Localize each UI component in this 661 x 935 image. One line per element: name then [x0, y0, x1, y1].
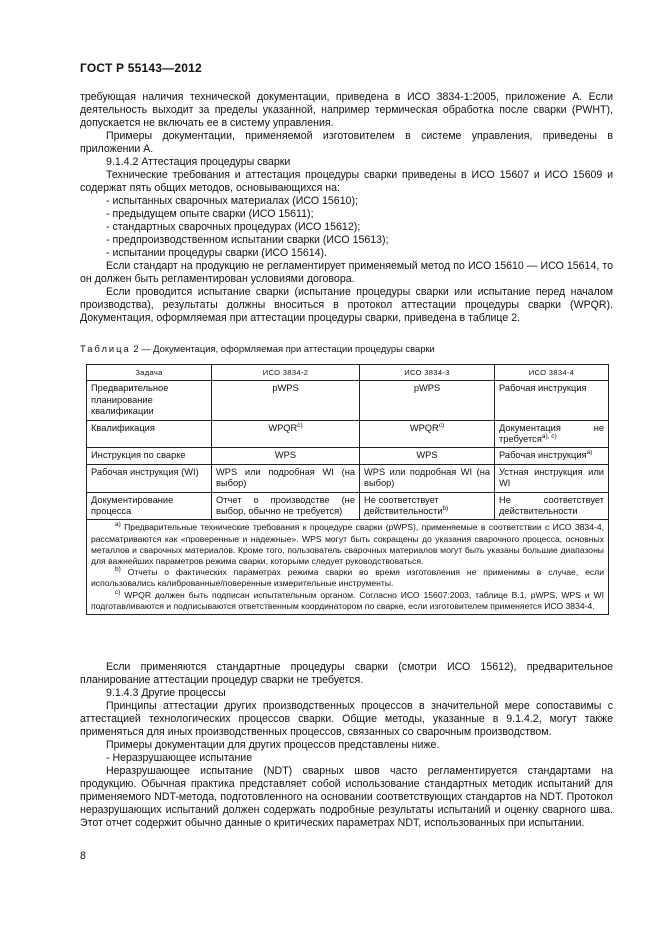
table-header-row [87, 365, 609, 381]
note-text: Отчеты о фактических параметрах режима сварки во время изготовления не применимы в случае, если использовались калиброванные/поверенные измерительные инструменты. [91, 567, 604, 589]
list-item: - предпроизводственном испытании сварки (ИСО 15613); [106, 234, 389, 246]
table-note [91, 567, 604, 589]
table-caption-text: 2 — Документация, оформляемая при аттестации процедуры сварки [130, 343, 435, 354]
cell: pWPS [360, 381, 495, 420]
paragraph: Если применяются стандартные процедуры сварки (смотри ИСО 15612), предварительное планирование аттестации процедур сварки не требуется. [80, 661, 613, 686]
table-caption-word: Таблица [80, 343, 131, 354]
cell: WPS [360, 448, 495, 464]
paragraph: Примеры документации, применяемой изготовителем в системе управления, приведены в приложении А. [80, 130, 613, 155]
cell-text: Рабочая инструкция [499, 450, 587, 461]
cell: WPS или подробная WI (на выбор) [360, 464, 495, 492]
task-cell: Рабочая инструкция (WI) [87, 464, 212, 492]
table-row [87, 448, 609, 464]
cell: Не соответствует действительности [495, 492, 609, 520]
cell-text: Не соответствует действительности [364, 494, 443, 517]
column-header: ИСО 3834-4 [495, 365, 609, 381]
cell [360, 492, 495, 520]
table-row [87, 464, 609, 492]
column-header: ИСО 3834-3 [360, 365, 495, 381]
paragraph: Неразрушающее испытание (NDT) сварных швов часто регламентируется стандартами на продукцию. Обычная практика представляет собой использование стандартных методик испытаний для применяемого NDT-метода, подготовленного на основании соответствующих стандартов на NDT. Протокол неразрушающих испытаний должен содержать подробные результаты испытаний и оценку сварного шва. Этот отчет содержит обычно данные о критических параметрах NDT, использованных при испытании. [80, 765, 613, 829]
cell: Отчет о производстве (не выбор, обычно не требуется) [212, 492, 360, 520]
cell [495, 420, 609, 448]
note-mark: b) [115, 566, 121, 574]
paragraph: Если проводится испытание сварки (испытание процедуры сварки или испытание перед началом производства), результаты должны вноситься в протокол аттестации процедуры сварки (WPQR). Документация, оформляемая при аттестации процедуры сварки, приведена в таблице 2. [80, 286, 613, 324]
list-item: - предыдущем опыте сварки (ИСО 15611); [106, 208, 314, 220]
table-note [91, 590, 604, 612]
footnote-ref: b) [442, 504, 449, 512]
footnote-ref: c) [438, 421, 445, 429]
table-row [87, 381, 609, 420]
cell-text: Документация не требуется [499, 422, 604, 445]
cell-text: WPQR [268, 422, 298, 433]
text-block-bottom [80, 661, 613, 830]
cell-text: WPQR [409, 422, 439, 433]
cell: pWPS [212, 381, 360, 420]
footnote-ref: a) [586, 449, 593, 457]
table-row [87, 420, 609, 448]
document-header: ГОСТ Р 55143—2012 [80, 61, 202, 75]
documentation-table [86, 364, 609, 615]
list-item: - Неразрушающее испытание [106, 752, 253, 764]
section-heading-9-1-4-3: 9.1.4.3 Другие процессы [106, 687, 226, 699]
table-notes-row [87, 520, 609, 615]
table-row [87, 492, 609, 520]
section-heading-9-1-4-2: 9.1.4.2 Аттестация процедуры сварки [106, 156, 291, 168]
note-mark: a) [115, 521, 121, 529]
note-text: WPQR должен быть подписан испытательным органом. Согласно ИСО 15607:2003, таблице В.1, pWPS, WPS и WI подготавливаются и подписываются ответственным координатором по сварке, если изготовителем применяется ИСО 3834-4. [91, 589, 604, 611]
text-block-top [80, 91, 613, 325]
table-note [91, 522, 604, 567]
paragraph: Примеры документации для других процессов представлены ниже. [106, 739, 440, 751]
cell: WPS [212, 448, 360, 464]
footnote-ref: a), c) [541, 432, 557, 440]
paragraph: Если стандарт на продукцию не регламентирует применяемый метод по ИСО 15610 — ИСО 15614, то он должен быть регламентирован условиями договора. [80, 260, 613, 285]
paragraph: Принципы аттестации других производственных процессов в значительной мере сопоставимы с аттестацией технологических процессов сварки. Общие методы, указанные в 9.1.4.2, могут также применяться для иных производственных процессов, связанных со сварочным производством. [80, 700, 613, 738]
list-item: - испытанных сварочных материалах (ИСО 15610); [106, 195, 358, 207]
column-header: ИСО 3834-2 [212, 365, 360, 381]
cell [212, 420, 360, 448]
column-header: Задача [87, 365, 212, 381]
cell [360, 420, 495, 448]
table-caption [80, 343, 435, 354]
cell [495, 448, 609, 464]
cell: WPS или подробная WI (на выбор) [212, 464, 360, 492]
task-cell: Документирование процесса [87, 492, 212, 520]
paragraph: Технические требования и аттестация процедуры сварки приведены в ИСО 15607 и ИСО 15609 и содержат пять общих методов, основывающихся на: [80, 169, 613, 194]
cell: Устная инструкция или WI [495, 464, 609, 492]
note-text: Предварительные технические требования к процедуре сварки (pWPS), применяемые в соответствии с ИСО 3834-4, рассматриваются как «проверенные и надежные». WPS могут быть сокращены до указания сварочного процесса, основных металлов и сварочных материалов. Кроме того, пользователь сварочных материалов могут быть указаны большие диапазоны для важнейших параметров режима сварки, которыми следует руководствоваться. [91, 522, 604, 567]
list-item: - стандартных сварочных процедурах (ИСО 15612); [106, 221, 361, 233]
task-cell: Предварительное планирование квалификации [87, 381, 212, 420]
cell: Рабочая инструкция [495, 381, 609, 420]
note-mark: c) [115, 588, 121, 596]
footnote-ref: c) [297, 421, 303, 429]
task-cell: Квалификация [87, 420, 212, 448]
list-item: - испытании процедуры сварки (ИСО 15614). [106, 247, 327, 259]
paragraph: требующая наличия технической документации, приведена в ИСО 3834-1:2005, приложение А. Если деятельность выходит за пределы указанной, например термическая обработка после сварки (PWHT), допускается не включать ее в систему управления. [80, 91, 613, 129]
task-cell: Инструкция по сварке [87, 448, 212, 464]
table-notes [87, 520, 609, 615]
page-number: 8 [80, 850, 86, 862]
